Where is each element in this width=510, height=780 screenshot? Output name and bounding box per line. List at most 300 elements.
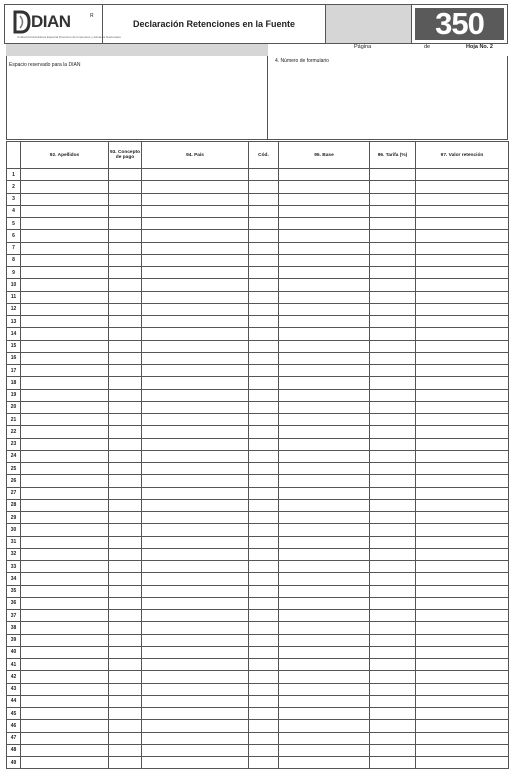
cell-apellidos[interactable]	[21, 585, 109, 597]
cell-apellidos[interactable]	[21, 365, 109, 377]
cell-tarifa[interactable]	[370, 475, 416, 487]
cell-apellidos[interactable]	[21, 671, 109, 683]
cell-cod[interactable]	[249, 340, 279, 352]
cell-valor[interactable]	[416, 475, 509, 487]
cell-concepto[interactable]	[109, 169, 142, 181]
cell-tarifa[interactable]	[370, 597, 416, 609]
cell-tarifa[interactable]	[370, 316, 416, 328]
cell-apellidos[interactable]	[21, 536, 109, 548]
cell-base[interactable]	[279, 720, 370, 732]
cell-base[interactable]	[279, 622, 370, 634]
cell-pais[interactable]	[142, 499, 249, 511]
cell-concepto[interactable]	[109, 573, 142, 585]
cell-tarifa[interactable]	[370, 414, 416, 426]
cell-tarifa[interactable]	[370, 254, 416, 266]
cell-valor[interactable]	[416, 695, 509, 707]
cell-base[interactable]	[279, 695, 370, 707]
cell-concepto[interactable]	[109, 303, 142, 315]
cell-cod[interactable]	[249, 610, 279, 622]
cell-base[interactable]	[279, 573, 370, 585]
cell-base[interactable]	[279, 169, 370, 181]
cell-cod[interactable]	[249, 720, 279, 732]
cell-valor[interactable]	[416, 450, 509, 462]
cell-tarifa[interactable]	[370, 622, 416, 634]
cell-base[interactable]	[279, 548, 370, 560]
cell-apellidos[interactable]	[21, 634, 109, 646]
cell-pais[interactable]	[142, 316, 249, 328]
cell-tarifa[interactable]	[370, 610, 416, 622]
cell-pais[interactable]	[142, 585, 249, 597]
cell-pais[interactable]	[142, 683, 249, 695]
cell-pais[interactable]	[142, 573, 249, 585]
cell-valor[interactable]	[416, 536, 509, 548]
cell-valor[interactable]	[416, 291, 509, 303]
cell-tarifa[interactable]	[370, 573, 416, 585]
cell-pais[interactable]	[142, 548, 249, 560]
cell-base[interactable]	[279, 634, 370, 646]
cell-valor[interactable]	[416, 181, 509, 193]
cell-pais[interactable]	[142, 169, 249, 181]
cell-concepto[interactable]	[109, 732, 142, 744]
cell-tarifa[interactable]	[370, 401, 416, 413]
cell-apellidos[interactable]	[21, 352, 109, 364]
cell-base[interactable]	[279, 328, 370, 340]
cell-cod[interactable]	[249, 475, 279, 487]
cell-base[interactable]	[279, 181, 370, 193]
cell-apellidos[interactable]	[21, 561, 109, 573]
cell-tarifa[interactable]	[370, 279, 416, 291]
cell-apellidos[interactable]	[21, 622, 109, 634]
cell-apellidos[interactable]	[21, 659, 109, 671]
cell-tarifa[interactable]	[370, 328, 416, 340]
cell-pais[interactable]	[142, 475, 249, 487]
cell-tarifa[interactable]	[370, 450, 416, 462]
cell-pais[interactable]	[142, 230, 249, 242]
cell-base[interactable]	[279, 365, 370, 377]
cell-cod[interactable]	[249, 205, 279, 217]
cell-pais[interactable]	[142, 242, 249, 254]
cell-apellidos[interactable]	[21, 414, 109, 426]
cell-pais[interactable]	[142, 365, 249, 377]
cell-apellidos[interactable]	[21, 169, 109, 181]
cell-base[interactable]	[279, 291, 370, 303]
cell-valor[interactable]	[416, 169, 509, 181]
cell-base[interactable]	[279, 708, 370, 720]
cell-concepto[interactable]	[109, 463, 142, 475]
cell-valor[interactable]	[416, 279, 509, 291]
cell-cod[interactable]	[249, 181, 279, 193]
cell-base[interactable]	[279, 414, 370, 426]
cell-base[interactable]	[279, 230, 370, 242]
cell-pais[interactable]	[142, 512, 249, 524]
cell-cod[interactable]	[249, 487, 279, 499]
cell-concepto[interactable]	[109, 475, 142, 487]
cell-base[interactable]	[279, 659, 370, 671]
cell-pais[interactable]	[142, 254, 249, 266]
cell-pais[interactable]	[142, 732, 249, 744]
cell-tarifa[interactable]	[370, 561, 416, 573]
cell-concepto[interactable]	[109, 744, 142, 756]
cell-apellidos[interactable]	[21, 181, 109, 193]
cell-tarifa[interactable]	[370, 340, 416, 352]
cell-apellidos[interactable]	[21, 303, 109, 315]
cell-apellidos[interactable]	[21, 732, 109, 744]
cell-apellidos[interactable]	[21, 267, 109, 279]
cell-cod[interactable]	[249, 757, 279, 769]
cell-concepto[interactable]	[109, 499, 142, 511]
cell-apellidos[interactable]	[21, 475, 109, 487]
cell-base[interactable]	[279, 389, 370, 401]
cell-apellidos[interactable]	[21, 193, 109, 205]
cell-pais[interactable]	[142, 426, 249, 438]
cell-base[interactable]	[279, 316, 370, 328]
cell-apellidos[interactable]	[21, 426, 109, 438]
cell-concepto[interactable]	[109, 622, 142, 634]
cell-valor[interactable]	[416, 597, 509, 609]
cell-cod[interactable]	[249, 536, 279, 548]
cell-pais[interactable]	[142, 695, 249, 707]
cell-tarifa[interactable]	[370, 634, 416, 646]
cell-base[interactable]	[279, 463, 370, 475]
cell-cod[interactable]	[249, 352, 279, 364]
cell-apellidos[interactable]	[21, 683, 109, 695]
cell-apellidos[interactable]	[21, 389, 109, 401]
cell-valor[interactable]	[416, 757, 509, 769]
cell-apellidos[interactable]	[21, 254, 109, 266]
cell-valor[interactable]	[416, 561, 509, 573]
cell-concepto[interactable]	[109, 671, 142, 683]
cell-pais[interactable]	[142, 267, 249, 279]
cell-apellidos[interactable]	[21, 279, 109, 291]
cell-concepto[interactable]	[109, 597, 142, 609]
cell-base[interactable]	[279, 487, 370, 499]
cell-concepto[interactable]	[109, 512, 142, 524]
cell-concepto[interactable]	[109, 377, 142, 389]
cell-tarifa[interactable]	[370, 291, 416, 303]
cell-base[interactable]	[279, 303, 370, 315]
cell-concepto[interactable]	[109, 438, 142, 450]
cell-tarifa[interactable]	[370, 695, 416, 707]
cell-valor[interactable]	[416, 512, 509, 524]
cell-pais[interactable]	[142, 744, 249, 756]
cell-apellidos[interactable]	[21, 548, 109, 560]
cell-pais[interactable]	[142, 610, 249, 622]
cell-apellidos[interactable]	[21, 328, 109, 340]
cell-cod[interactable]	[249, 242, 279, 254]
cell-tarifa[interactable]	[370, 438, 416, 450]
cell-concepto[interactable]	[109, 524, 142, 536]
cell-cod[interactable]	[249, 365, 279, 377]
cell-tarifa[interactable]	[370, 242, 416, 254]
cell-tarifa[interactable]	[370, 732, 416, 744]
cell-pais[interactable]	[142, 377, 249, 389]
cell-apellidos[interactable]	[21, 438, 109, 450]
cell-tarifa[interactable]	[370, 377, 416, 389]
cell-apellidos[interactable]	[21, 512, 109, 524]
cell-valor[interactable]	[416, 365, 509, 377]
cell-concepto[interactable]	[109, 279, 142, 291]
cell-tarifa[interactable]	[370, 683, 416, 695]
cell-cod[interactable]	[249, 512, 279, 524]
cell-cod[interactable]	[249, 573, 279, 585]
cell-pais[interactable]	[142, 193, 249, 205]
cell-pais[interactable]	[142, 303, 249, 315]
cell-concepto[interactable]	[109, 218, 142, 230]
cell-pais[interactable]	[142, 634, 249, 646]
cell-cod[interactable]	[249, 414, 279, 426]
cell-valor[interactable]	[416, 683, 509, 695]
cell-apellidos[interactable]	[21, 316, 109, 328]
cell-concepto[interactable]	[109, 193, 142, 205]
cell-apellidos[interactable]	[21, 610, 109, 622]
cell-tarifa[interactable]	[370, 524, 416, 536]
cell-valor[interactable]	[416, 205, 509, 217]
cell-pais[interactable]	[142, 671, 249, 683]
cell-tarifa[interactable]	[370, 205, 416, 217]
cell-apellidos[interactable]	[21, 218, 109, 230]
cell-apellidos[interactable]	[21, 597, 109, 609]
cell-cod[interactable]	[249, 279, 279, 291]
cell-concepto[interactable]	[109, 291, 142, 303]
cell-concepto[interactable]	[109, 328, 142, 340]
cell-cod[interactable]	[249, 401, 279, 413]
cell-tarifa[interactable]	[370, 744, 416, 756]
cell-base[interactable]	[279, 512, 370, 524]
cell-concepto[interactable]	[109, 561, 142, 573]
cell-apellidos[interactable]	[21, 291, 109, 303]
cell-base[interactable]	[279, 205, 370, 217]
cell-base[interactable]	[279, 377, 370, 389]
cell-tarifa[interactable]	[370, 499, 416, 511]
cell-apellidos[interactable]	[21, 242, 109, 254]
cell-cod[interactable]	[249, 585, 279, 597]
cell-concepto[interactable]	[109, 352, 142, 364]
cell-cod[interactable]	[249, 254, 279, 266]
cell-valor[interactable]	[416, 548, 509, 560]
cell-concepto[interactable]	[109, 389, 142, 401]
cell-concepto[interactable]	[109, 610, 142, 622]
cell-base[interactable]	[279, 683, 370, 695]
cell-valor[interactable]	[416, 328, 509, 340]
cell-valor[interactable]	[416, 352, 509, 364]
cell-tarifa[interactable]	[370, 230, 416, 242]
cell-tarifa[interactable]	[370, 646, 416, 658]
cell-pais[interactable]	[142, 708, 249, 720]
cell-concepto[interactable]	[109, 487, 142, 499]
cell-cod[interactable]	[249, 548, 279, 560]
cell-base[interactable]	[279, 218, 370, 230]
cell-tarifa[interactable]	[370, 389, 416, 401]
cell-apellidos[interactable]	[21, 744, 109, 756]
cell-valor[interactable]	[416, 463, 509, 475]
cell-tarifa[interactable]	[370, 708, 416, 720]
cell-pais[interactable]	[142, 328, 249, 340]
cell-concepto[interactable]	[109, 414, 142, 426]
cell-apellidos[interactable]	[21, 340, 109, 352]
cell-apellidos[interactable]	[21, 205, 109, 217]
cell-apellidos[interactable]	[21, 708, 109, 720]
cell-tarifa[interactable]	[370, 757, 416, 769]
cell-valor[interactable]	[416, 524, 509, 536]
cell-cod[interactable]	[249, 230, 279, 242]
cell-cod[interactable]	[249, 463, 279, 475]
cell-apellidos[interactable]	[21, 757, 109, 769]
cell-valor[interactable]	[416, 487, 509, 499]
cell-pais[interactable]	[142, 279, 249, 291]
cell-cod[interactable]	[249, 524, 279, 536]
cell-pais[interactable]	[142, 561, 249, 573]
cell-base[interactable]	[279, 561, 370, 573]
cell-pais[interactable]	[142, 536, 249, 548]
cell-cod[interactable]	[249, 450, 279, 462]
cell-tarifa[interactable]	[370, 659, 416, 671]
cell-base[interactable]	[279, 352, 370, 364]
cell-tarifa[interactable]	[370, 267, 416, 279]
cell-concepto[interactable]	[109, 720, 142, 732]
cell-cod[interactable]	[249, 732, 279, 744]
cell-cod[interactable]	[249, 218, 279, 230]
cell-cod[interactable]	[249, 193, 279, 205]
cell-cod[interactable]	[249, 303, 279, 315]
cell-concepto[interactable]	[109, 230, 142, 242]
cell-base[interactable]	[279, 646, 370, 658]
cell-base[interactable]	[279, 732, 370, 744]
cell-base[interactable]	[279, 242, 370, 254]
cell-valor[interactable]	[416, 193, 509, 205]
cell-tarifa[interactable]	[370, 181, 416, 193]
cell-pais[interactable]	[142, 646, 249, 658]
cell-valor[interactable]	[416, 585, 509, 597]
cell-cod[interactable]	[249, 561, 279, 573]
cell-tarifa[interactable]	[370, 426, 416, 438]
cell-concepto[interactable]	[109, 683, 142, 695]
cell-pais[interactable]	[142, 414, 249, 426]
cell-concepto[interactable]	[109, 757, 142, 769]
cell-pais[interactable]	[142, 463, 249, 475]
cell-pais[interactable]	[142, 181, 249, 193]
cell-cod[interactable]	[249, 267, 279, 279]
cell-concepto[interactable]	[109, 242, 142, 254]
cell-apellidos[interactable]	[21, 230, 109, 242]
cell-pais[interactable]	[142, 757, 249, 769]
cell-tarifa[interactable]	[370, 671, 416, 683]
cell-base[interactable]	[279, 401, 370, 413]
cell-pais[interactable]	[142, 352, 249, 364]
cell-valor[interactable]	[416, 340, 509, 352]
cell-valor[interactable]	[416, 659, 509, 671]
cell-apellidos[interactable]	[21, 499, 109, 511]
cell-concepto[interactable]	[109, 340, 142, 352]
cell-apellidos[interactable]	[21, 720, 109, 732]
cell-apellidos[interactable]	[21, 377, 109, 389]
cell-tarifa[interactable]	[370, 463, 416, 475]
cell-valor[interactable]	[416, 401, 509, 413]
cell-apellidos[interactable]	[21, 524, 109, 536]
cell-valor[interactable]	[416, 499, 509, 511]
cell-tarifa[interactable]	[370, 536, 416, 548]
cell-valor[interactable]	[416, 438, 509, 450]
cell-concepto[interactable]	[109, 426, 142, 438]
cell-pais[interactable]	[142, 524, 249, 536]
cell-base[interactable]	[279, 499, 370, 511]
cell-base[interactable]	[279, 536, 370, 548]
cell-concepto[interactable]	[109, 254, 142, 266]
cell-valor[interactable]	[416, 708, 509, 720]
cell-valor[interactable]	[416, 646, 509, 658]
cell-tarifa[interactable]	[370, 512, 416, 524]
cell-apellidos[interactable]	[21, 487, 109, 499]
cell-pais[interactable]	[142, 720, 249, 732]
cell-concepto[interactable]	[109, 659, 142, 671]
cell-cod[interactable]	[249, 671, 279, 683]
cell-valor[interactable]	[416, 610, 509, 622]
cell-pais[interactable]	[142, 389, 249, 401]
cell-cod[interactable]	[249, 659, 279, 671]
cell-pais[interactable]	[142, 659, 249, 671]
cell-base[interactable]	[279, 757, 370, 769]
cell-cod[interactable]	[249, 169, 279, 181]
cell-base[interactable]	[279, 610, 370, 622]
cell-concepto[interactable]	[109, 450, 142, 462]
cell-apellidos[interactable]	[21, 646, 109, 658]
cell-tarifa[interactable]	[370, 585, 416, 597]
cell-base[interactable]	[279, 340, 370, 352]
cell-concepto[interactable]	[109, 536, 142, 548]
cell-concepto[interactable]	[109, 267, 142, 279]
cell-apellidos[interactable]	[21, 401, 109, 413]
cell-cod[interactable]	[249, 634, 279, 646]
cell-base[interactable]	[279, 193, 370, 205]
cell-base[interactable]	[279, 267, 370, 279]
cell-valor[interactable]	[416, 671, 509, 683]
cell-cod[interactable]	[249, 597, 279, 609]
cell-base[interactable]	[279, 438, 370, 450]
cell-pais[interactable]	[142, 205, 249, 217]
cell-apellidos[interactable]	[21, 695, 109, 707]
cell-pais[interactable]	[142, 622, 249, 634]
cell-cod[interactable]	[249, 683, 279, 695]
cell-base[interactable]	[279, 279, 370, 291]
cell-apellidos[interactable]	[21, 463, 109, 475]
cell-base[interactable]	[279, 524, 370, 536]
cell-cod[interactable]	[249, 328, 279, 340]
cell-valor[interactable]	[416, 242, 509, 254]
cell-tarifa[interactable]	[370, 548, 416, 560]
cell-valor[interactable]	[416, 720, 509, 732]
cell-pais[interactable]	[142, 487, 249, 499]
cell-valor[interactable]	[416, 622, 509, 634]
cell-base[interactable]	[279, 597, 370, 609]
cell-valor[interactable]	[416, 744, 509, 756]
cell-base[interactable]	[279, 450, 370, 462]
cell-cod[interactable]	[249, 316, 279, 328]
cell-pais[interactable]	[142, 218, 249, 230]
cell-valor[interactable]	[416, 634, 509, 646]
cell-pais[interactable]	[142, 438, 249, 450]
cell-concepto[interactable]	[109, 695, 142, 707]
cell-concepto[interactable]	[109, 181, 142, 193]
cell-cod[interactable]	[249, 622, 279, 634]
cell-valor[interactable]	[416, 732, 509, 744]
cell-tarifa[interactable]	[370, 487, 416, 499]
cell-concepto[interactable]	[109, 548, 142, 560]
cell-base[interactable]	[279, 744, 370, 756]
cell-concepto[interactable]	[109, 634, 142, 646]
cell-concepto[interactable]	[109, 708, 142, 720]
cell-valor[interactable]	[416, 267, 509, 279]
cell-cod[interactable]	[249, 291, 279, 303]
cell-base[interactable]	[279, 585, 370, 597]
